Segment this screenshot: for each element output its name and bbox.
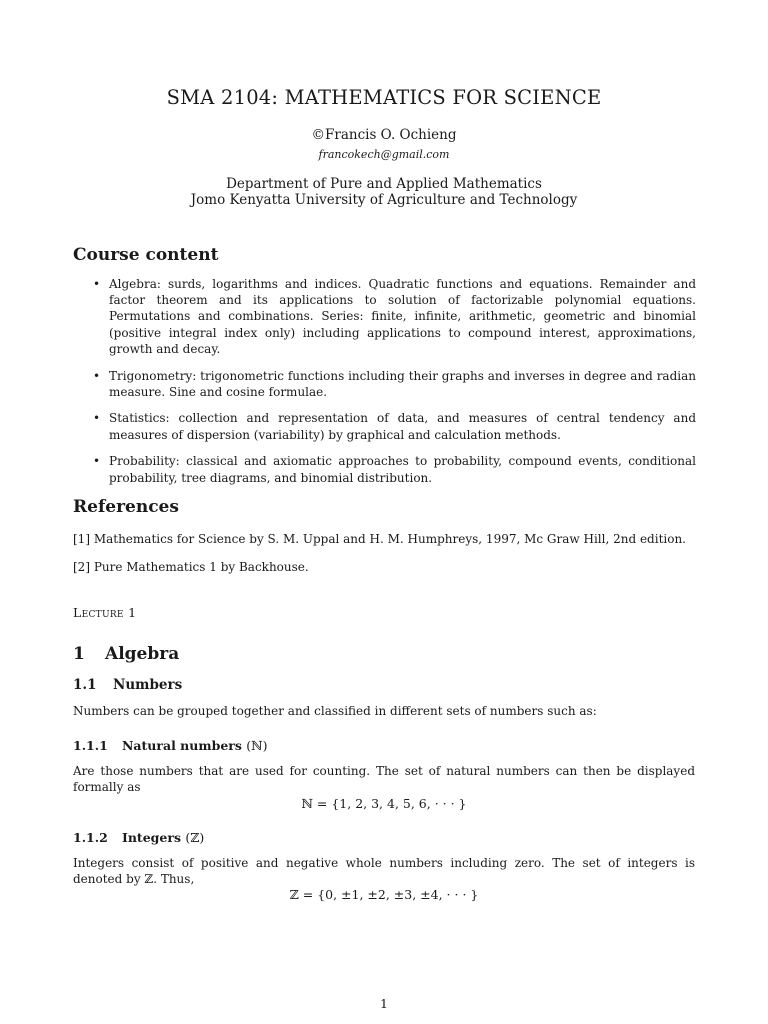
list-item-text: Algebra: surds, logarithms and indices. Quadratic functions and equations. Remainder and factor theorem and its applications to solution of factorizable polynomial equations. Permutations and combinations. Series: finite, infinite, arithmetic, geometric and binomial (positive integral index only) including applications to compound interest, approximations, growth and decay.	[109, 277, 696, 356]
department-name: Department of Pure and Applied Mathematics	[226, 176, 542, 192]
lecture-label: Lecture 1	[73, 605, 137, 620]
reference-item: [1] Mathematics for Science by S. M. Uppal and H. M. Humphreys, 1997, Mc Graw Hill, 2nd edition.	[73, 532, 686, 546]
references-heading: References	[73, 497, 179, 517]
integers-formula: ℤ = {0, ±1, ±2, ±3, ±4, · · · }	[289, 887, 479, 902]
course-content-list	[93, 276, 696, 496]
subsubsection-number: 1.1.1	[73, 738, 108, 753]
natural-numbers-text: Are those numbers that are used for counting. The set of natural numbers can then be displayed formally as	[73, 764, 695, 795]
list-item-text: Statistics: collection and representation of data, and measures of central tendency and measures of dispersion (variability) by graphical and calculation methods.	[109, 411, 696, 442]
list-item-text: Trigonometry: trigonometric functions including their graphs and inverses in degree and radian measure. Sine and cosine formulae.	[109, 368, 696, 399]
document-title: SMA 2104: MATHEMATICS FOR SCIENCE	[166, 86, 602, 109]
bullet-icon: •	[93, 454, 101, 469]
section-title: Algebra	[105, 644, 180, 664]
subsubsection-title: Integers	[122, 830, 181, 845]
integers-text: Integers consist of positive and negative whole numbers including zero. The set of integers is denoted by ℤ. Thus,	[73, 856, 695, 887]
references-list	[73, 531, 695, 587]
author-name: ©Francis O. Ochieng	[311, 127, 457, 143]
set-symbol: (ℕ)	[246, 738, 268, 753]
affiliation	[0, 176, 768, 208]
list-item	[93, 276, 696, 357]
subsection-heading	[73, 677, 182, 693]
list-item	[93, 410, 696, 442]
list-item	[93, 453, 696, 485]
subsubsection-heading	[73, 738, 267, 753]
list-item	[93, 368, 696, 400]
subsubsection-heading	[73, 830, 204, 845]
set-symbol: (ℤ)	[185, 830, 205, 845]
subsection-number: 1.1	[73, 677, 97, 693]
bullet-icon: •	[93, 368, 101, 383]
subsubsection-title: Natural numbers	[122, 738, 242, 753]
reference-item: [2] Pure Mathematics 1 by Backhouse.	[73, 560, 309, 574]
section-heading	[73, 644, 179, 664]
subsection-title: Numbers	[113, 677, 183, 693]
author-email: francokech@gmail.com	[318, 148, 450, 161]
subsection-intro: Numbers can be grouped together and classified in different sets of numbers such as:	[73, 704, 597, 718]
natural-numbers-formula: ℕ = {1, 2, 3, 4, 5, 6, · · · }	[301, 796, 467, 811]
bullet-icon: •	[93, 411, 101, 426]
university-name: Jomo Kenyatta University of Agriculture and Technology	[190, 192, 578, 208]
course-content-heading: Course content	[73, 245, 219, 265]
bullet-icon: •	[93, 277, 101, 291]
subsubsection-number: 1.1.2	[73, 830, 108, 845]
page-number: 1	[380, 996, 388, 1011]
section-number: 1	[73, 644, 85, 664]
list-item-text: Probability: classical and axiomatic approaches to probability, compound events, conditional probability, tree diagrams, and binomial distribution.	[109, 454, 696, 485]
